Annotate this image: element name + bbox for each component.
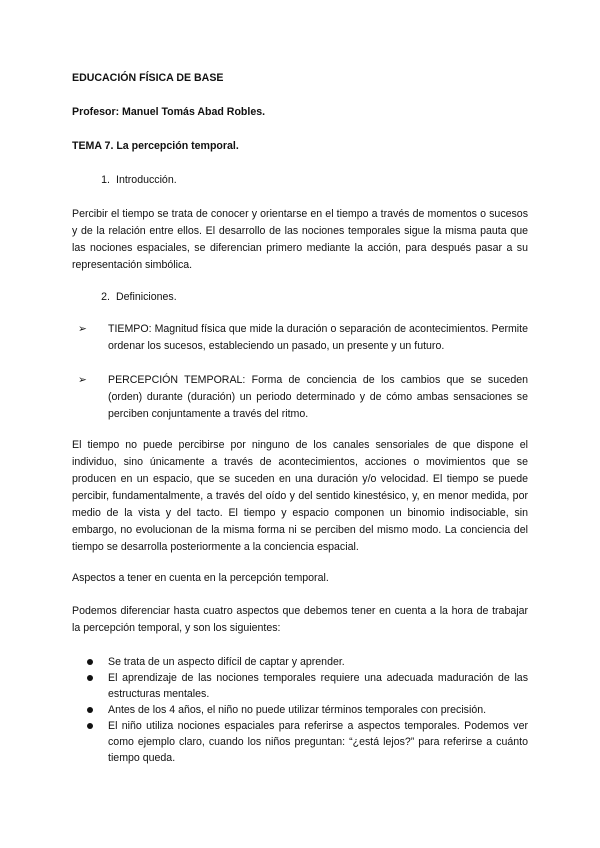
list-item [108,702,528,718]
definition-text: TIEMPO: Magnitud física que mide la duración o separación de acontecimientos. Permite ordenar los sucesos, estableciendo un pasado, un presente y un futuro. [108,323,528,352]
section-number: 2. [101,291,110,303]
section-heading-definitions [101,289,516,306]
aspects-intro: Podemos diferenciar hasta cuatro aspectos que debemos tener en cuenta a la hora de trabajar la percepción temporal, y son los siguientes: [72,605,528,634]
list-item [108,670,528,702]
list-item-text: El niño utiliza nociones espaciales para referirse a aspectos temporales. Podemos ver como ejemplo claro, cuando los niños preguntan: “¿está lejos?” para referirse a cuánto tiempo queda. [108,720,528,764]
professor-line: Profesor: Manuel Tomás Abad Robles. [72,106,266,118]
bullet-icon [87,659,93,665]
bullet-icon [87,723,93,729]
aspects-list [108,654,528,766]
section-title: Introducción. [116,174,177,186]
list-item [108,718,528,766]
arrow-bullet-icon: ➢ [78,323,87,335]
aspects-heading: Aspectos a tener en cuenta en la percepción temporal. [72,572,329,584]
section-title: Definiciones. [116,291,177,303]
list-item-text: Antes de los 4 años, el niño no puede utilizar términos temporales con precisión. [108,704,487,716]
list-item [108,654,528,670]
list-item-text: El aprendizaje de las nociones temporales requiere una adecuada maduración de las estructuras mentales. [108,672,528,700]
section-heading-introduction [101,172,516,189]
section-number: 1. [101,174,110,186]
definition-item [78,321,528,355]
bullet-icon [87,707,93,713]
perception-paragraph: El tiempo no puede percibirse por ninguno de los canales sensoriales de que dispone el individuo, sino únicamente a través de acontecimientos, acciones o movimientos que se producen en un espacio, que se suceden en una duración y/o velocidad. El tiempo se puede percibir, fundamentalmente, a través del oído y del sentido kinestésico, y, en menor medida, por medio de la vista y del tacto. El tiempo y espacio componen un binomio indisociable, sin embargo, no evolucionan de la misma forma ni se perciben del mismo modo. La conciencia del tiempo se desarrolla posteriormente a la conciencia espacial. [72,439,528,553]
topic-title: TEMA 7. La percepción temporal. [72,140,239,152]
intro-paragraph: Percibir el tiempo se trata de conocer y orientarse en el tiempo a través de momentos o sucesos y de la relación entre ellos. El desarrollo de las nociones temporales sigue la misma pauta que las nociones espaciales, se diferencian primero mediante la acción, para después pasar a su representación simbólica. [72,208,528,271]
definition-text: PERCEPCIÓN TEMPORAL: Forma de conciencia de los cambios que se suceden (orden) durante (duración) un periodo determinado y de cómo ambas sensaciones se perciben conjuntamente a través del ritmo. [108,374,528,420]
arrow-bullet-icon: ➢ [78,374,87,386]
definition-item [78,372,528,423]
list-item-text: Se trata de un aspecto difícil de captar y aprender. [108,656,345,668]
course-title: EDUCACIÓN FÍSICA DE BASE [72,72,224,84]
bullet-icon [87,675,93,681]
